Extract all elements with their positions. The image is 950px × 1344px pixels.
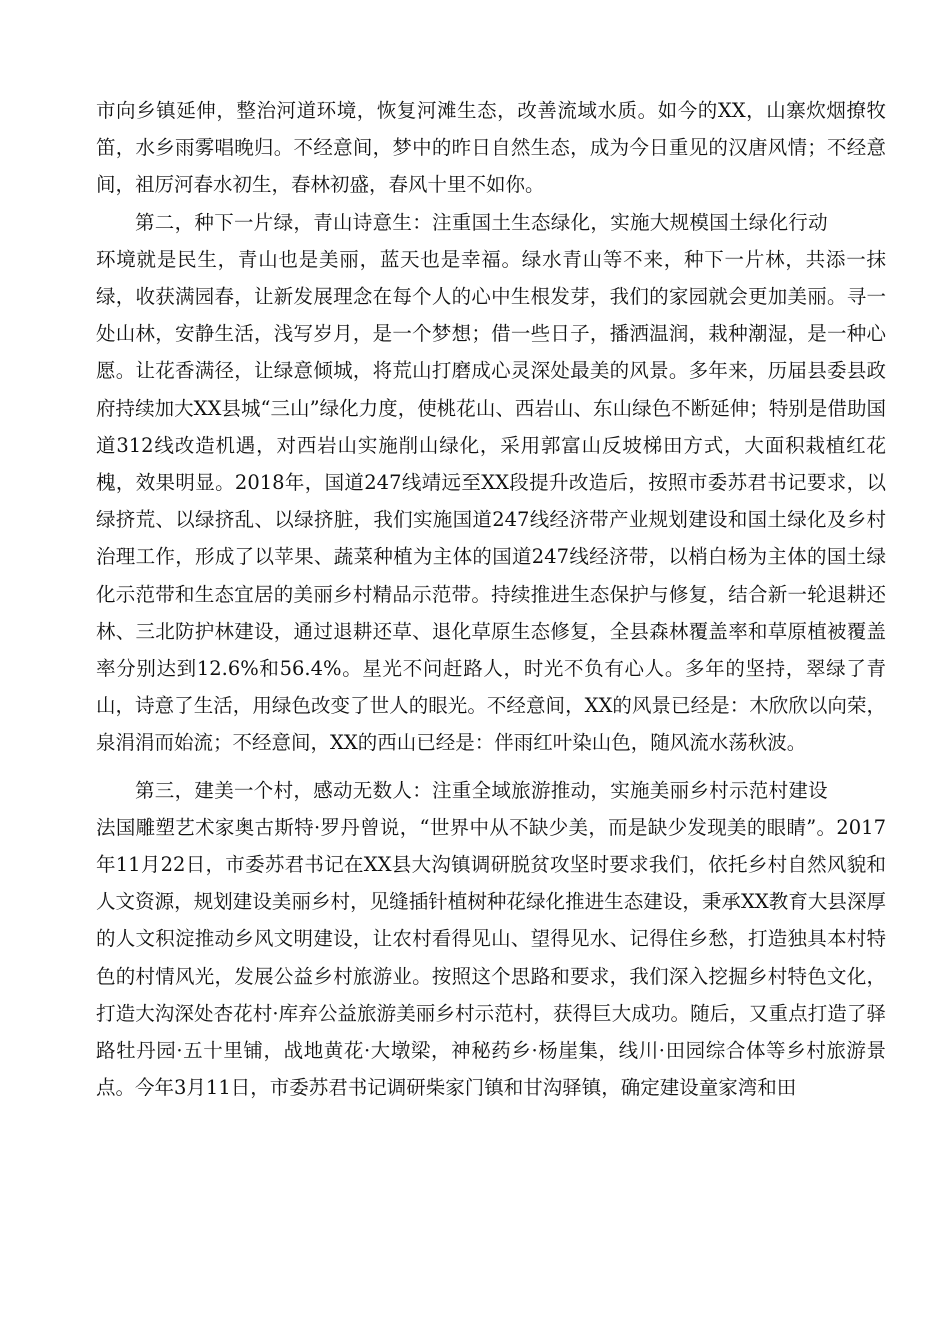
- paragraph-greening: [96, 204, 886, 762]
- paragraph-text: 环境就是民生，青山也是美丽，蓝天也是幸福。绿水青山等不来，种下一片林，共添一抹绿，收获满园春，让新发展理念在每个人的心中生根发芽，我们的家园就会更加美丽。寻一处山林，安静生活，浅写岁月，是一个梦想；借一些日子，播洒温润，栽种潮湿，是一种心愿。让花香满径，让绿意倾城，将荒山打磨成心灵深处最美的风景。多年来，历届县委县政府持续加大XX县城“三山”绿化力度，使桃花山、西岩山、东山绿色不断延伸；特别是借助国道312线改造机遇，对西岩山实施削山绿化，采用郭富山反坡梯田方式，大面积栽植红花槐，效果明显。2018年，国道247线靖远至XX段提升改造后，按照市委苏君书记要求，以绿挤荒、以绿挤乱、以绿挤脏，我们实施国道247线经济带产业规划建设和国土绿化及乡村治理工作，形成了以苹果、蔬菜种植为主体的国道247线经济带，以梢白杨为主体的国土绿化示范带和生态宜居的美丽乡村精品示范带。持续推进生态保护与修复，结合新一轮退耕还林、三北防护林建设，通过退耕还草、退化草原生态修复，全县森林覆盖率和草原植被覆盖率分别达到12.6%和56.4%。星光不问赶路人，时光不负有心人。多年的坚持，翠绿了青山，诗意了生活，用绿色改变了世人的眼光。不经意间，XX的风景已经是：木欣欣以向荣，泉涓涓而始流；不经意间，XX的西山已经是：伴雨红叶染山色，随风流水荡秋波。: [96, 247, 886, 755]
- section-heading-greening: 第二，种下一片绿，青山诗意生：注重国土生态绿化，实施大规模国土绿化行动: [135, 210, 828, 234]
- paragraph-text: 法国雕塑艺术家奥古斯特·罗丹曾说，“世界中从不缺少美，而是缺少发现美的眼睛”。2017年11月22日，市委苏君书记在XX县大沟镇调研脱贫攻坚时要求我们，依托乡村自然风貌和人文资源，规划建设美丽乡村，见缝插针植树种花绿化推进生态建设，秉承XX教育大县深厚的人文积淀推动乡风文明建设，让农村看得见山、望得见水、记得住乡愁，打造独具本村特色的村情风光，发展公益乡村旅游业。按照这个思路和要求，我们深入挖掘乡村特色文化，打造大沟深处杏花村·库弃公益旅游美丽乡村示范村，获得巨大成功。随后，又重点打造了驿路牡丹园·五十里铺，战地黄花·大墩梁，神秘药乡·杨崖集，线川·田园综合体等乡村旅游景点。今年3月11日，市委苏君书记调研柴家门镇和甘沟驿镇，确定建设童家湾和田: [96, 815, 886, 1100]
- paragraph-river-ecology: [96, 92, 886, 204]
- document-body: [96, 92, 886, 1106]
- paragraph-text: 市向乡镇延伸，整治河道环境，恢复河滩生态，改善流域水质。如今的XX，山寨炊烟撩牧笛，水乡雨雾唱晚归。不经意间，梦中的昨日自然生态，成为今日重见的汉唐风情；不经意间，祖厉河春水初生，春林初盛，春风十里不如你。: [96, 99, 886, 197]
- section-heading-village: 第三，建美一个村，感动无数人：注重全域旅游推动，实施美丽乡村示范村建设: [135, 778, 828, 802]
- paragraph-beautiful-village: [96, 772, 886, 1107]
